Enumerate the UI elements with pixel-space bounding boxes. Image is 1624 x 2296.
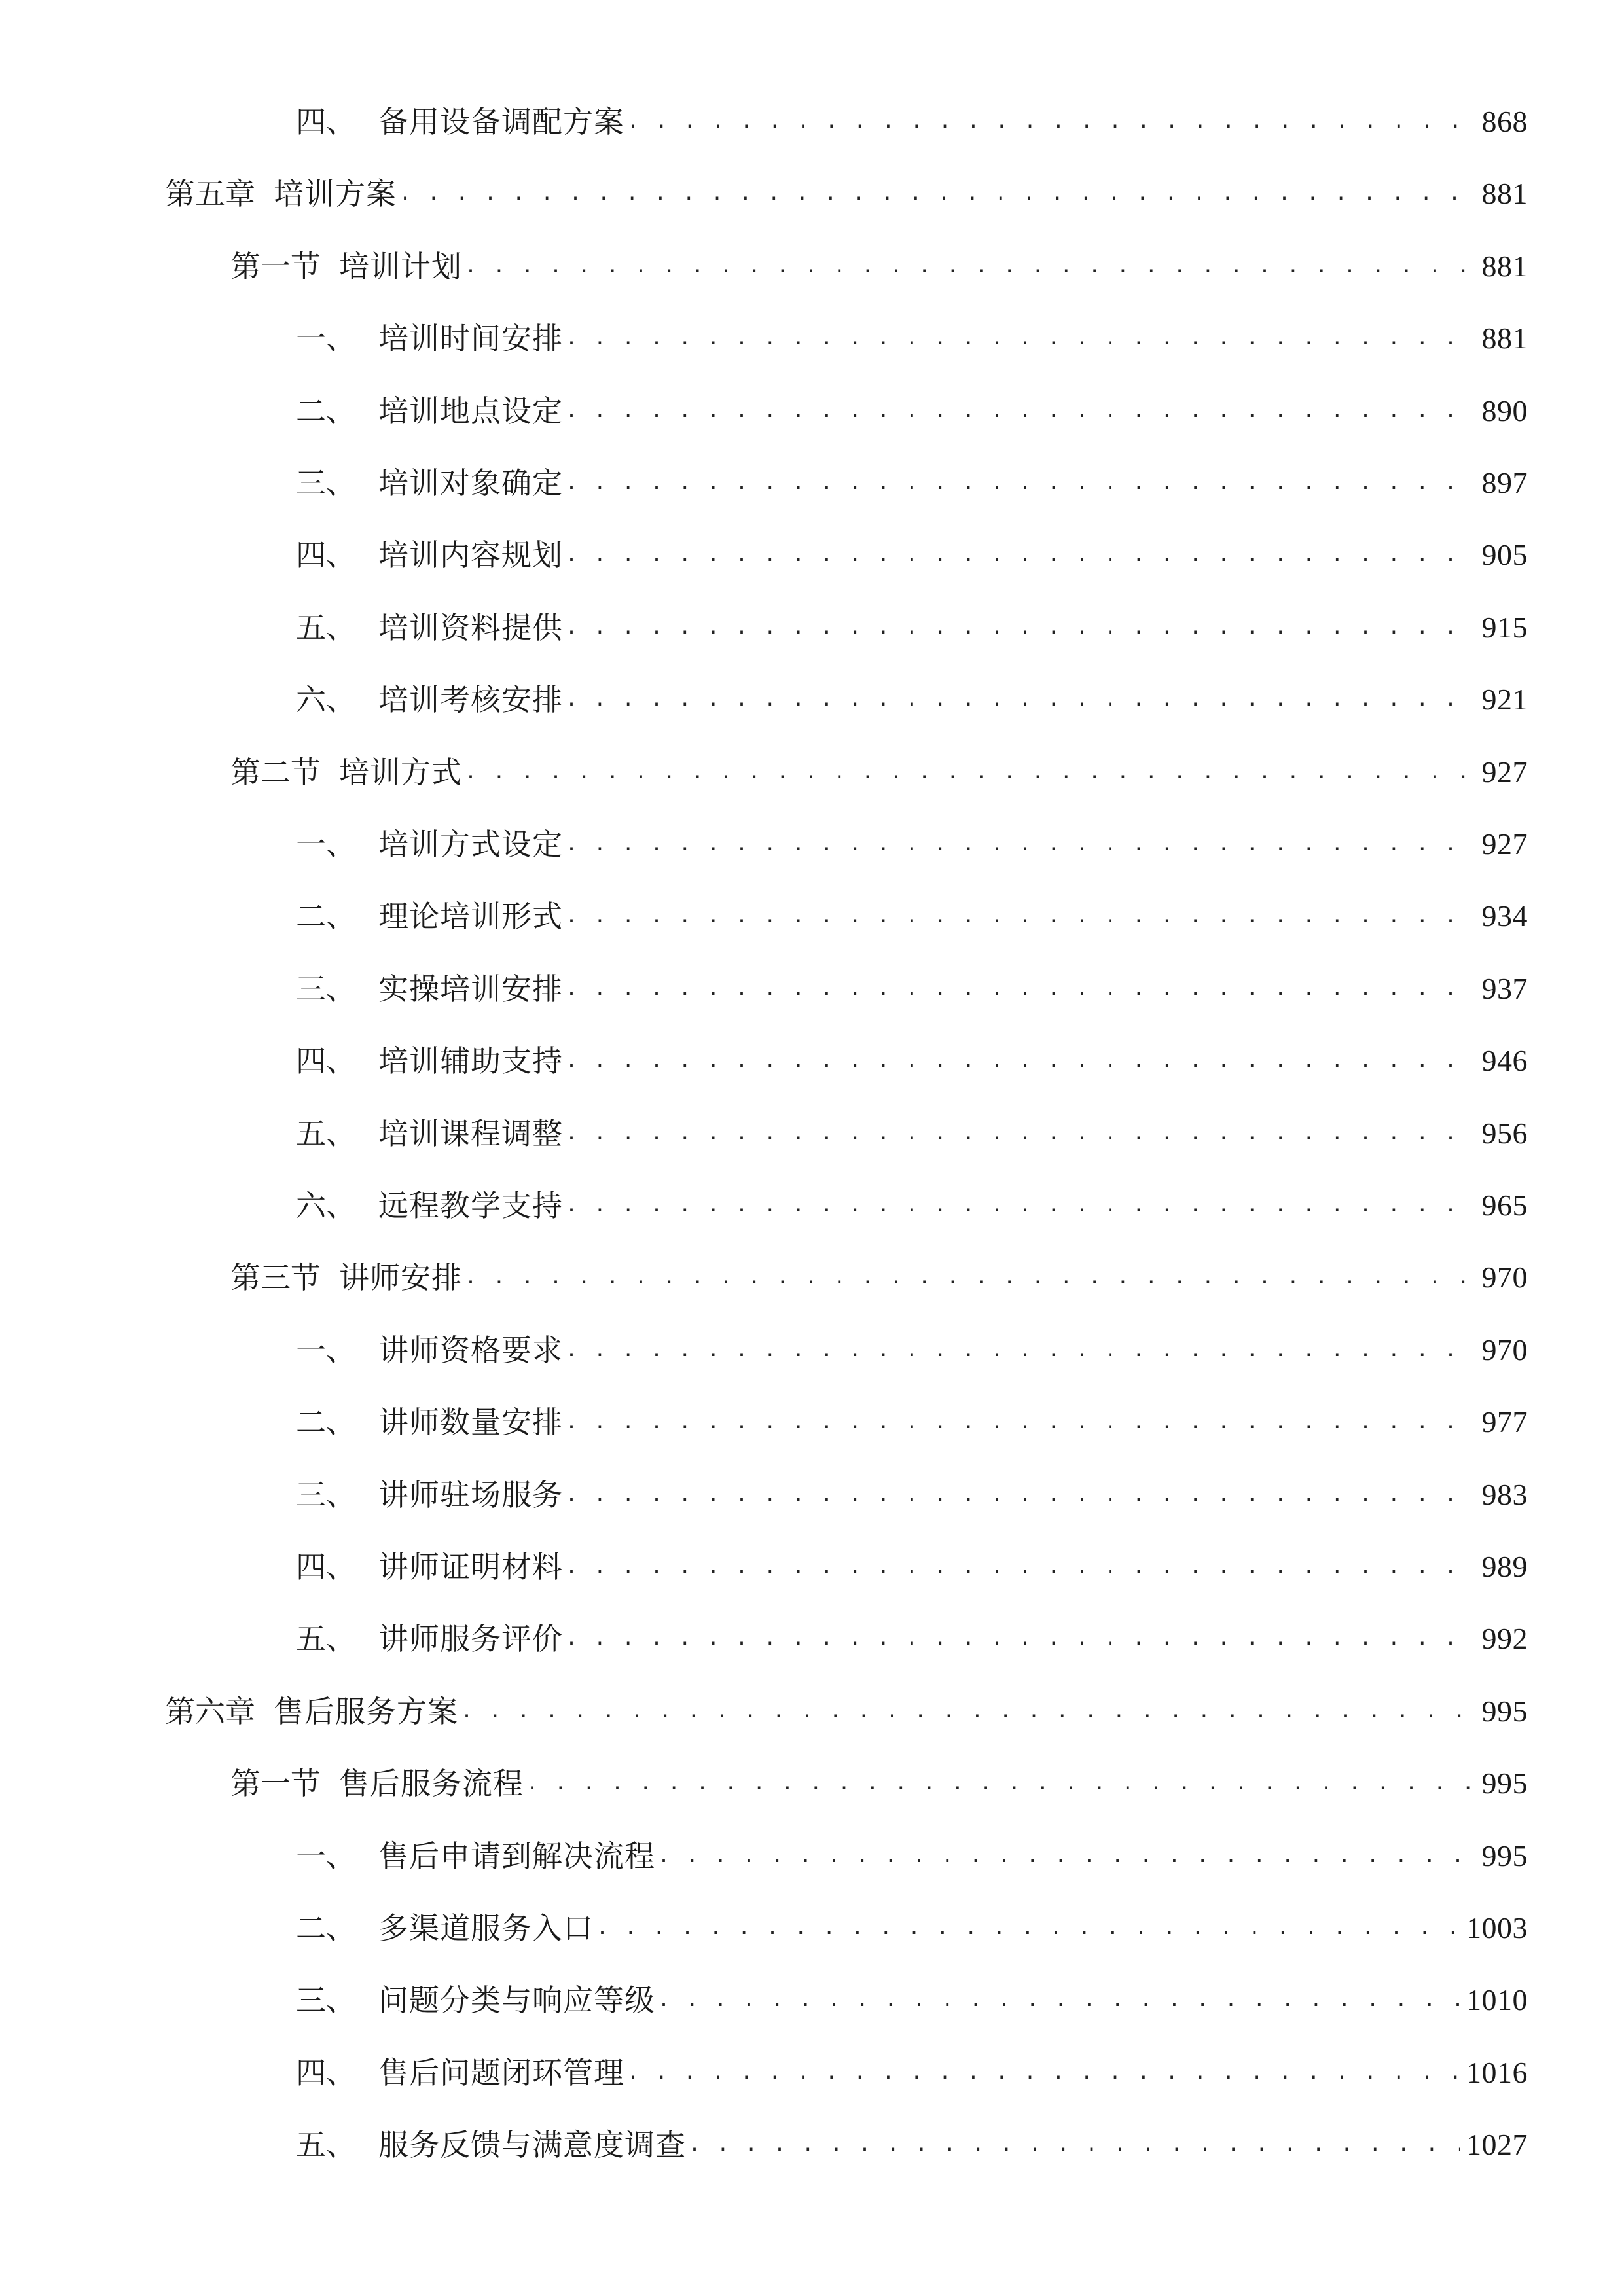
toc-entry-number: 一、 bbox=[296, 827, 356, 862]
toc-entry-page: 915 bbox=[1481, 611, 1528, 644]
toc-entry-number: 六、 bbox=[296, 1188, 356, 1223]
toc-entry-page: 970 bbox=[1481, 1333, 1528, 1367]
toc-entry-title: 培训考核安排 bbox=[378, 682, 563, 717]
toc-entry[interactable] bbox=[296, 457, 1528, 503]
toc-leader-dots bbox=[566, 608, 1475, 647]
toc-entry-title: 备用设备调配方案 bbox=[378, 104, 624, 139]
toc-entry-number: 第三节 bbox=[230, 1260, 321, 1295]
toc-leader-dots bbox=[461, 1692, 1475, 1731]
toc-leader-dots bbox=[566, 391, 1475, 431]
toc-entry-page: 868 bbox=[1481, 105, 1528, 138]
toc-leader-dots bbox=[627, 102, 1475, 141]
toc-entry-title: 讲师安排 bbox=[339, 1260, 462, 1295]
toc-leader-dots bbox=[566, 535, 1475, 575]
toc-leader-dots bbox=[465, 753, 1475, 792]
toc-entry-page: 881 bbox=[1481, 321, 1528, 355]
toc-entry-number: 三、 bbox=[296, 465, 356, 501]
toc-entry[interactable] bbox=[296, 1396, 1528, 1442]
toc-leader-dots bbox=[627, 2053, 1460, 2092]
toc-entry-number: 二、 bbox=[296, 1910, 356, 1946]
toc-entry-page: 1003 bbox=[1466, 1911, 1528, 1945]
toc-entry[interactable] bbox=[296, 1469, 1528, 1515]
toc-entry-title: 培训方式 bbox=[339, 755, 462, 790]
toc-entry[interactable] bbox=[296, 1974, 1528, 2020]
toc-entry-page: 995 bbox=[1481, 1767, 1528, 1800]
toc-entry[interactable] bbox=[296, 1107, 1528, 1153]
toc-entry-number: 五、 bbox=[296, 2127, 356, 2162]
toc-leader-dots bbox=[566, 1403, 1475, 1442]
toc-entry-page: 937 bbox=[1481, 972, 1528, 1005]
toc-entry[interactable] bbox=[296, 963, 1528, 1009]
toc-entry-number: 五、 bbox=[296, 1621, 356, 1657]
toc-entry-page: 983 bbox=[1481, 1478, 1528, 1511]
toc-entry-number: 第六章 bbox=[165, 1694, 255, 1729]
toc-chapter[interactable] bbox=[165, 1685, 1528, 1731]
toc-entry-page: 927 bbox=[1481, 827, 1528, 861]
toc-leader-dots bbox=[566, 463, 1475, 503]
toc-entry-title: 售后申请到解决流程 bbox=[378, 1839, 655, 1874]
toc-entry-title: 多渠道服务入口 bbox=[378, 1910, 594, 1946]
toc-entry[interactable] bbox=[296, 1179, 1528, 1225]
toc-entry-number: 五、 bbox=[296, 1116, 356, 1151]
toc-chapter[interactable] bbox=[165, 168, 1528, 213]
toc-entry-page: 992 bbox=[1481, 1622, 1528, 1655]
toc-entry-title: 培训资料提供 bbox=[378, 610, 563, 645]
toc-entry-page: 989 bbox=[1481, 1550, 1528, 1583]
toc-entry[interactable] bbox=[296, 96, 1528, 141]
toc-entry-number: 一、 bbox=[296, 321, 356, 356]
toc-entry[interactable] bbox=[296, 2047, 1528, 2092]
toc-entry-page: 970 bbox=[1481, 1261, 1528, 1294]
toc-entry[interactable] bbox=[296, 1613, 1528, 1659]
toc-entry[interactable] bbox=[296, 312, 1528, 358]
toc-leader-dots bbox=[566, 1186, 1475, 1225]
toc-entry-title: 售后服务流程 bbox=[339, 1766, 524, 1801]
toc-entry-title: 讲师驻场服务 bbox=[378, 1477, 563, 1513]
toc-section[interactable] bbox=[230, 1757, 1528, 1803]
toc-entry-title: 培训地点设定 bbox=[378, 393, 563, 429]
toc-leader-dots bbox=[596, 1909, 1460, 1948]
toc-entry-page: 881 bbox=[1481, 249, 1528, 283]
toc-leader-dots bbox=[526, 1764, 1475, 1803]
toc-entry-number: 三、 bbox=[296, 971, 356, 1007]
toc-entry[interactable] bbox=[296, 1324, 1528, 1370]
toc-entry-title: 讲师资格要求 bbox=[378, 1333, 563, 1368]
toc-entry-title: 培训时间安排 bbox=[378, 321, 563, 356]
toc-entry-title: 远程教学支持 bbox=[378, 1188, 563, 1223]
toc-leader-dots bbox=[566, 1114, 1475, 1153]
toc-leader-dots bbox=[566, 680, 1475, 719]
toc-leader-dots bbox=[689, 2125, 1460, 2164]
toc-entry-number: 四、 bbox=[296, 537, 356, 573]
toc-leader-dots bbox=[566, 1041, 1475, 1081]
toc-entry-number: 六、 bbox=[296, 682, 356, 717]
toc-entry-page: 946 bbox=[1481, 1044, 1528, 1077]
toc-entry-title: 理论培训形式 bbox=[378, 899, 563, 934]
toc-entry-page: 890 bbox=[1481, 394, 1528, 427]
toc-entry-number: 四、 bbox=[296, 104, 356, 139]
toc-entry-title: 问题分类与响应等级 bbox=[378, 1982, 655, 2018]
toc-leader-dots bbox=[566, 1331, 1475, 1370]
toc-entry-number: 五、 bbox=[296, 610, 356, 645]
toc-entry-page: 1027 bbox=[1466, 2128, 1528, 2161]
toc-entry-number: 第五章 bbox=[165, 176, 255, 211]
toc-section[interactable] bbox=[230, 240, 1528, 286]
toc-leader-dots bbox=[399, 174, 1475, 213]
toc-entry-title: 售后服务方案 bbox=[274, 1694, 458, 1729]
toc-entry-title: 培训对象确定 bbox=[378, 465, 563, 501]
toc-entry-title: 售后问题闭环管理 bbox=[378, 2055, 624, 2090]
toc-leader-dots bbox=[658, 1837, 1475, 1876]
toc-entry-page: 905 bbox=[1481, 538, 1528, 571]
toc-entry-number: 四、 bbox=[296, 2055, 356, 2090]
toc-entry-number: 二、 bbox=[296, 1405, 356, 1440]
toc-entry[interactable] bbox=[296, 1902, 1528, 1948]
toc-entry[interactable] bbox=[296, 673, 1528, 719]
toc-entry-number: 四、 bbox=[296, 1549, 356, 1585]
toc-entry-number: 二、 bbox=[296, 393, 356, 429]
toc-entry-number: 三、 bbox=[296, 1477, 356, 1513]
toc-entry[interactable] bbox=[296, 529, 1528, 575]
toc-section[interactable] bbox=[230, 746, 1528, 792]
toc-entry-number: 第二节 bbox=[230, 755, 321, 790]
toc-entry-page: 956 bbox=[1481, 1117, 1528, 1150]
toc-entry[interactable] bbox=[296, 601, 1528, 647]
toc-entry-title: 讲师数量安排 bbox=[378, 1405, 563, 1440]
toc-entry-title: 服务反馈与满意度调查 bbox=[378, 2127, 686, 2162]
toc-entry-number: 一、 bbox=[296, 1333, 356, 1368]
toc-leader-dots bbox=[566, 969, 1475, 1009]
toc-entry-number: 一、 bbox=[296, 1839, 356, 1874]
toc-leader-dots bbox=[658, 1981, 1460, 2020]
toc-entry-page: 995 bbox=[1481, 1695, 1528, 1728]
toc-entry-number: 三、 bbox=[296, 1982, 356, 2018]
toc-entry-number: 第一节 bbox=[230, 1766, 321, 1801]
toc-entry[interactable] bbox=[296, 1541, 1528, 1587]
toc-leader-dots bbox=[566, 1547, 1475, 1587]
toc-section[interactable] bbox=[230, 1251, 1528, 1297]
toc-entry-title: 实操培训安排 bbox=[378, 971, 563, 1007]
toc-entry-title: 培训辅助支持 bbox=[378, 1043, 563, 1079]
toc-leader-dots bbox=[566, 319, 1475, 358]
toc-leader-dots bbox=[566, 897, 1475, 936]
toc-leader-dots bbox=[465, 247, 1475, 286]
toc-leader-dots bbox=[465, 1258, 1475, 1297]
toc-entry-page: 921 bbox=[1481, 683, 1528, 716]
toc-entry[interactable] bbox=[296, 385, 1528, 431]
toc-entry-number: 四、 bbox=[296, 1043, 356, 1079]
toc-entry-page: 881 bbox=[1481, 177, 1528, 210]
toc-entry[interactable] bbox=[296, 1035, 1528, 1081]
toc-entry-title: 讲师证明材料 bbox=[378, 1549, 563, 1585]
toc-entry-title: 培训课程调整 bbox=[378, 1116, 563, 1151]
toc-entry-page: 977 bbox=[1481, 1405, 1528, 1439]
toc-entry-number: 第一节 bbox=[230, 249, 321, 284]
toc-entry[interactable] bbox=[296, 1830, 1528, 1876]
toc-entry-title: 培训内容规划 bbox=[378, 537, 563, 573]
toc-entry[interactable] bbox=[296, 890, 1528, 936]
toc-entry[interactable] bbox=[296, 818, 1528, 864]
toc-entry-page: 1016 bbox=[1466, 2056, 1528, 2089]
toc-entry-title: 培训方式设定 bbox=[378, 827, 563, 862]
toc-leader-dots bbox=[566, 1619, 1475, 1659]
toc-entry-page: 897 bbox=[1481, 466, 1528, 499]
toc-entry-number: 二、 bbox=[296, 899, 356, 934]
toc-entry-page: 965 bbox=[1481, 1189, 1528, 1222]
toc-leader-dots bbox=[566, 825, 1475, 864]
toc-entry-title: 培训方案 bbox=[274, 176, 397, 211]
toc-entry-title: 培训计划 bbox=[339, 249, 462, 284]
toc-entry-page: 927 bbox=[1481, 755, 1528, 789]
toc-entry-page: 995 bbox=[1481, 1839, 1528, 1873]
toc-leader-dots bbox=[566, 1475, 1475, 1515]
toc-entry-title: 讲师服务评价 bbox=[378, 1621, 563, 1657]
toc-entry-page: 1010 bbox=[1466, 1983, 1528, 2017]
toc-entry-page: 934 bbox=[1481, 899, 1528, 933]
toc-entry[interactable] bbox=[296, 2119, 1528, 2164]
